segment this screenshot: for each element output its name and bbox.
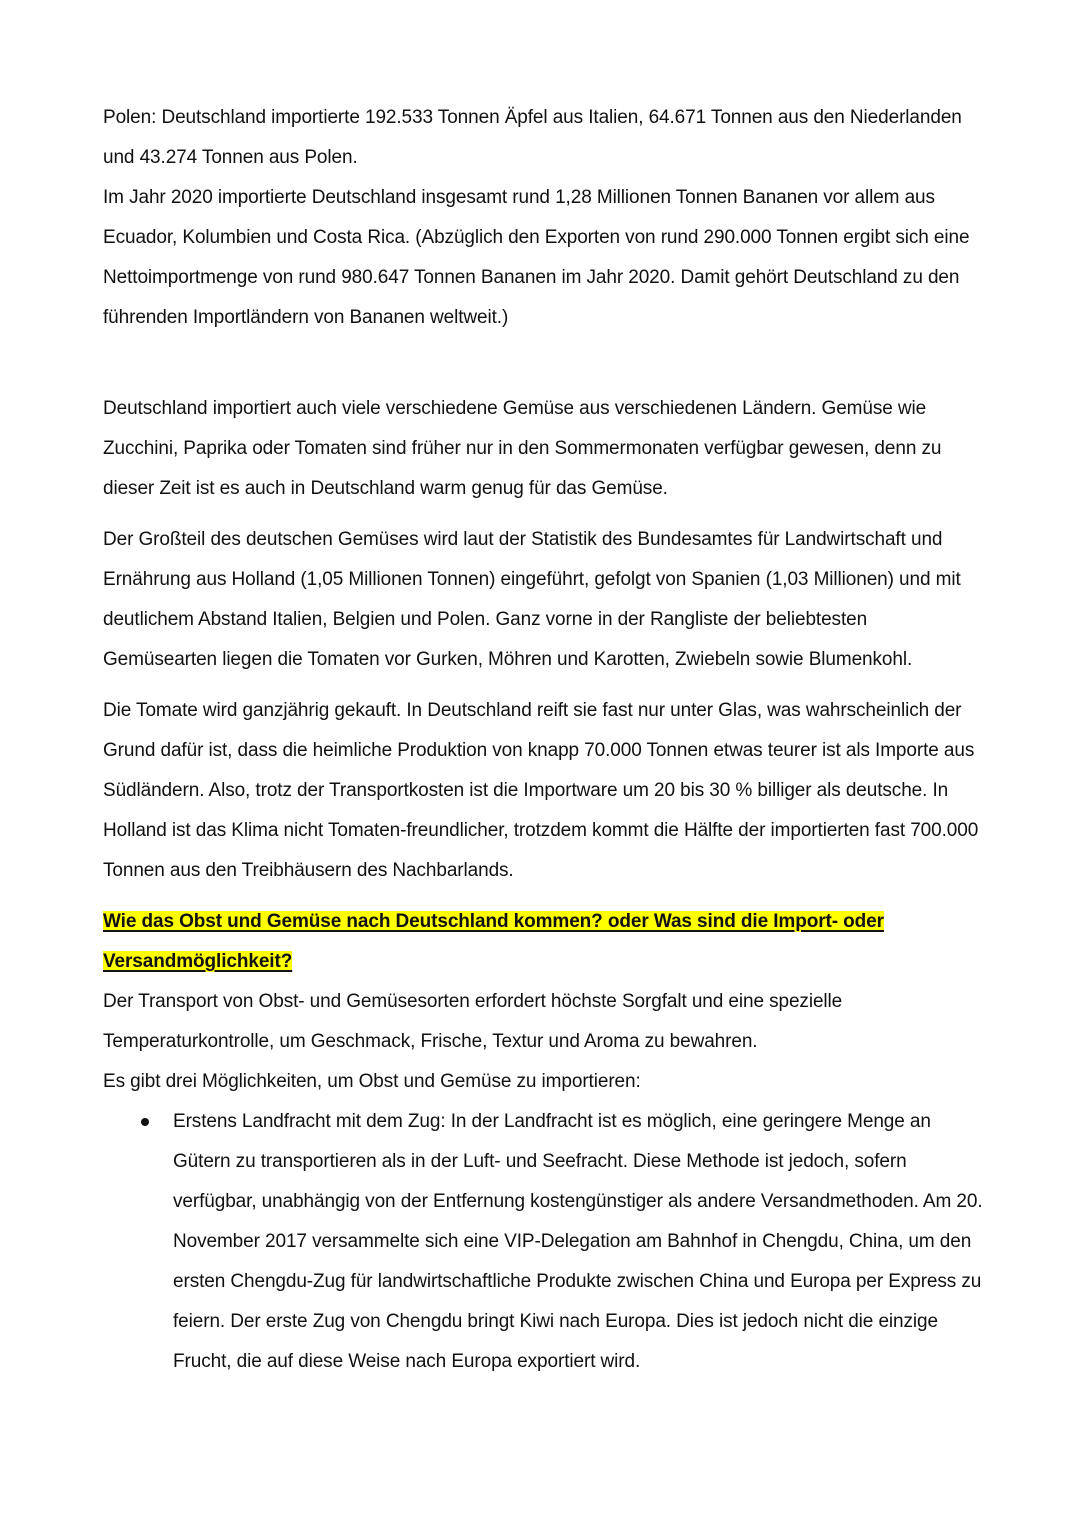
import-options-list <box>103 1102 983 1382</box>
document-body <box>103 98 983 1382</box>
list-item-text: Erstens Landfracht mit dem Zug: In der Landfracht ist es möglich, eine geringere Menge an Gütern zu transportieren als in der Luft- und Seefracht. Diese Methode ist jedoch, sofern verfügbar, unabhängig von der Entfernung kostengünstiger als andere Versandmethoden. Am 20. November 2017 versammelte sich eine VIP-Delegation am Bahnhof in Chengdu, China, um den ersten Chengdu-Zug für landwirtschaftliche Produkte zwischen China und Europa per Express zu feiern. Der erste Zug von Chengdu bringt Kiwi nach Europa. Dies ist jedoch nicht die einzige Frucht, die auf diese Weise nach Europa exportiert wird. <box>173 1111 983 1372</box>
paragraph-vegetable-imports: Deutschland importiert auch viele verschiedene Gemüse aus verschiedenen Ländern. Gemüse wie Zucchini, Paprika oder Tomaten sind früher nur in den Sommermonaten verfügbar gewesen, denn zu dieser Zeit ist es auch in Deutschland warm genug für das Gemüse. <box>103 398 942 499</box>
paragraph-spacer <box>103 680 983 691</box>
section-heading-line-1: Wie das Obst und Gemüse nach Deutschland kommen? oder Was sind die Import- oder <box>103 911 884 932</box>
section-heading <box>103 902 983 982</box>
paragraph-vegetable-statistics: Der Großteil des deutschen Gemüses wird laut der Statistik des Bundesamtes für Landwirtschaft und Ernährung aus Holland (1,05 Millionen Tonnen) eingeführt, gefolgt von Spanien (1,03 Millionen) und mit deutlichem Abstand Italien, Belgien und Polen. Ganz vorne in der Rangliste der beliebtesten Gemüsearten liegen die Tomaten vor Gurken, Möhren und Karotten, Zwiebeln sowie Blumenkohl. <box>103 529 961 670</box>
paragraph-banana-imports: Im Jahr 2020 importierte Deutschland insgesamt rund 1,28 Millionen Tonnen Bananen vor allem aus Ecuador, Kolumbien und Costa Rica. (Abzüglich den Exporten von rund 290.000 Tonnen ergibt sich eine Nettoimportmenge von rund 980.647 Tonnen Bananen im Jahr 2020. Damit gehört Deutschland zu den führenden Importländern von Bananen weltweit.) <box>103 187 970 328</box>
bullet-icon <box>141 1118 149 1126</box>
paragraph-tomato: Die Tomate wird ganzjährig gekauft. In Deutschland reift sie fast nur unter Glas, was wahrscheinlich der Grund dafür ist, dass die heimliche Produktion von knapp 70.000 Tonnen etwas teurer ist als Importe aus Südländern. Also, trotz der Transportkosten ist die Importware um 20 bis 30 % billiger als deutsche. In Holland ist das Klima nicht Tomaten-freundlicher, trotzdem kommt die Hälfte der importierten fast 700.000 Tonnen aus den Treibhäusern des Nachbarlands. <box>103 700 979 881</box>
section-heading-line-2: Versandmöglichkeit? <box>103 951 293 972</box>
paragraph-spacer <box>103 509 983 520</box>
paragraph-spacer <box>103 338 983 389</box>
paragraph-apple-imports: Polen: Deutschland importierte 192.533 Tonnen Äpfel aus Italien, 64.671 Tonnen aus den Niederlanden und 43.274 Tonnen aus Polen. <box>103 107 962 168</box>
paragraph-transport-care: Der Transport von Obst- und Gemüsesorten erfordert höchste Sorgfalt und eine spezielle Temperaturkontrolle, um Geschmack, Frische, Textur und Aroma zu bewahren. <box>103 991 843 1052</box>
paragraph-spacer <box>103 891 983 902</box>
list-item <box>173 1102 985 1382</box>
paragraph-import-options-intro: Es gibt drei Möglichkeiten, um Obst und Gemüse zu importieren: <box>103 1071 641 1092</box>
